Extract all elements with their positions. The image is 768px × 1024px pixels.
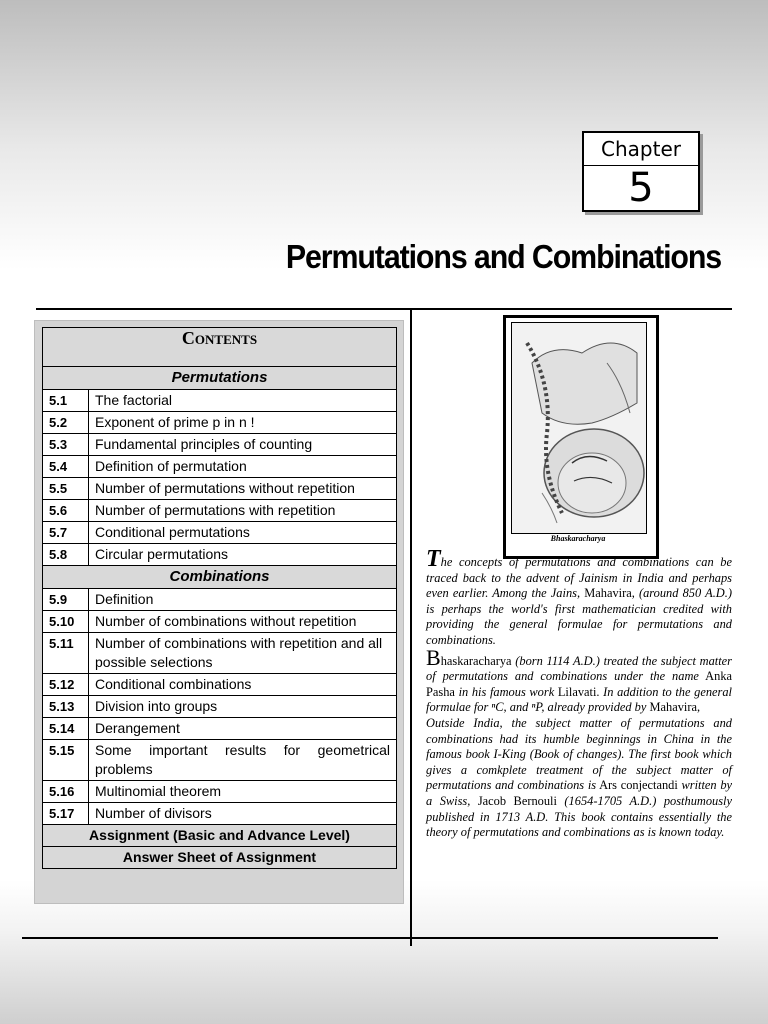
chapter-label: Chapter bbox=[584, 133, 698, 166]
intro-paragraph-1: The concepts of permutations and combinations can be traced back to the advent of Jainism in India and perhaps even earlier. Among the Jains, Mahavira, (around 850 A.D.) is perhaps the world's first mathematician credited with providing the general formulae for permutations and combinations. bbox=[426, 546, 732, 647]
list-item: 5.6 Number of permutations with repetition bbox=[43, 500, 397, 522]
portrait-caption: Bhaskaracharya bbox=[550, 534, 606, 543]
list-item: 5.15 Some important results for geometrical problems bbox=[43, 740, 397, 781]
chapter-number: 5 bbox=[628, 165, 654, 211]
portrait-frame bbox=[503, 315, 659, 559]
list-item: 5.5 Number of permutations without repetition bbox=[43, 478, 397, 500]
section-permutations: Permutations bbox=[43, 367, 397, 390]
list-item: 5.16 Multinomial theorem bbox=[43, 781, 397, 803]
list-item: 5.3 Fundamental principles of counting bbox=[43, 434, 397, 456]
bhaskaracharya-portrait-icon bbox=[512, 323, 646, 533]
contents-heading: Contents bbox=[43, 328, 397, 367]
chapter-title: Permutations and Combinations bbox=[285, 238, 722, 275]
list-item: 5.2 Exponent of prime p in n ! bbox=[43, 412, 397, 434]
intro-text bbox=[426, 546, 733, 841]
list-item: 5.4 Definition of permutation bbox=[43, 456, 397, 478]
intro-paragraph-2: Bhaskaracharya (born 1114 A.D.) treated the subject matter of permutations and combinations under the name Anka Pasha in his famous work Lilavati. In addition to the general formulae for ⁿC, and ⁿP, already provided by Mahavira, bbox=[426, 644, 733, 715]
list-item: 5.1 The factorial bbox=[43, 390, 397, 412]
contents-table bbox=[42, 327, 397, 869]
list-item: 5.14 Derangement bbox=[43, 718, 397, 740]
assignment-row: Assignment (Basic and Advance Level) bbox=[43, 825, 397, 847]
top-rule bbox=[36, 308, 732, 310]
list-item: 5.12 Conditional combinations bbox=[43, 674, 397, 696]
chapter-badge bbox=[582, 131, 700, 212]
intro-paragraph-3: Outside India, the subject matter of permutations and combinations had its humble beginnings in China in the famous book I-King (Book of changes). The first book which gives a comkplete treatment of the subject matter of permutations and combinations is Ars conjectandi written by a Swiss, Jacob Bernouli (1654-1705 A.D.) posthumously published in 1713 A.D. This book contains essentially the theory of permutations and combinations as is known today. bbox=[426, 715, 733, 840]
list-item: 5.8 Circular permutations bbox=[43, 544, 397, 566]
list-item: 5.10 Number of combinations without repetition bbox=[43, 611, 397, 633]
list-item: 5.11 Number of combinations with repetition and all possible selections bbox=[43, 633, 397, 674]
list-item: 5.7 Conditional permutations bbox=[43, 522, 397, 544]
section-combinations: Combinations bbox=[43, 566, 397, 589]
list-item: 5.17 Number of divisors bbox=[43, 803, 397, 825]
column-divider bbox=[410, 308, 412, 946]
list-item: 5.9 Definition bbox=[43, 589, 397, 611]
list-item: 5.13 Division into groups bbox=[43, 696, 397, 718]
portrait-image bbox=[511, 322, 647, 534]
bottom-rule bbox=[22, 937, 718, 939]
answer-sheet-row: Answer Sheet of Assignment bbox=[43, 847, 397, 869]
